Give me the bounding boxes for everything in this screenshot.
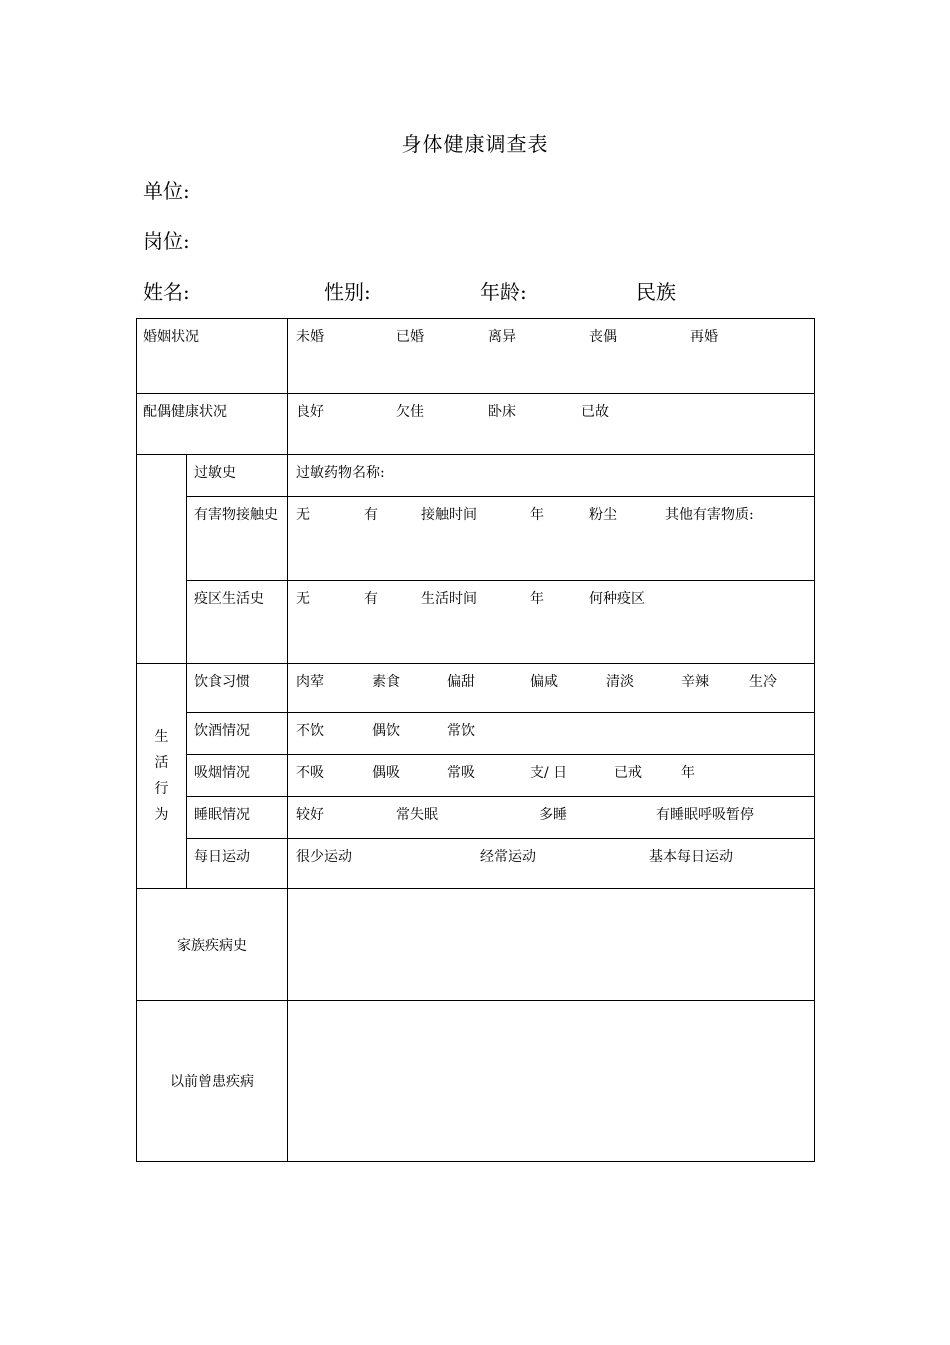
harmful-exposure-label: 有害物接触史 <box>194 507 278 523</box>
exposure-option-none[interactable]: 无 <box>296 507 310 523</box>
family-history-label: 家族疾病史 <box>137 889 288 1001</box>
allergy-drug-name-label[interactable]: 过敏药物名称: <box>296 465 385 481</box>
lifestyle-char-4: 为 <box>154 807 169 823</box>
sleep-option-insomnia[interactable]: 常失眠 <box>396 807 438 823</box>
diet-label: 饮食习惯 <box>187 664 288 713</box>
spouse-option-bedridden[interactable]: 卧床 <box>488 404 516 420</box>
drinking-row <box>137 713 815 755</box>
ethnicity-label: 民族 <box>636 280 676 304</box>
epidemic-which-area-label: 何种疫区 <box>589 591 645 607</box>
age-label: 年龄: <box>480 280 527 304</box>
allergy-label: 过敏史 <box>187 455 288 497</box>
exercise-option-rarely[interactable]: 很少运动 <box>296 849 352 865</box>
diet-option-meat[interactable]: 肉荤 <box>296 674 324 690</box>
lifestyle-char-2: 活 <box>154 755 169 771</box>
sleep-option-good[interactable]: 较好 <box>296 807 324 823</box>
epidemic-option-yes[interactable]: 有 <box>364 591 378 607</box>
exposure-year-label: 年 <box>530 507 544 523</box>
unit-label: 单位: <box>143 179 190 203</box>
exercise-option-daily[interactable]: 基本每日运动 <box>649 849 733 865</box>
family-history-field[interactable] <box>288 889 815 1001</box>
epidemic-area-options <box>288 581 815 664</box>
sleep-options <box>288 797 815 839</box>
name-label: 姓名: <box>143 280 190 304</box>
harmful-exposure-row <box>137 497 815 581</box>
spouse-health-options <box>288 394 815 455</box>
drinking-label: 饮酒情况 <box>187 713 288 755</box>
post-label: 岗位: <box>143 229 190 253</box>
diet-option-sweet[interactable]: 偏甜 <box>447 674 475 690</box>
marital-option-unmarried[interactable]: 未婚 <box>296 329 324 345</box>
smoking-row <box>137 755 815 797</box>
exercise-options <box>288 839 815 889</box>
smoking-per-day-label: 支/ 日 <box>530 765 568 781</box>
exposure-time-label: 接触时间 <box>421 507 477 523</box>
epidemic-option-none[interactable]: 无 <box>296 591 310 607</box>
diet-option-salty[interactable]: 偏咸 <box>530 674 558 690</box>
spouse-option-poor[interactable]: 欠佳 <box>396 404 424 420</box>
spouse-health-row <box>137 394 815 455</box>
drinking-options <box>288 713 815 755</box>
epidemic-time-label: 生活时间 <box>421 591 477 607</box>
diet-option-raw-cold[interactable]: 生冷 <box>749 674 777 690</box>
smoking-label: 吸烟情况 <box>187 755 288 797</box>
marital-option-widowed[interactable]: 丧偶 <box>589 329 617 345</box>
sleep-label: 睡眠情况 <box>187 797 288 839</box>
epidemic-area-label-cell <box>187 581 288 664</box>
history-group-cell <box>137 455 187 664</box>
allergy-field <box>288 455 815 497</box>
drinking-option-occasional[interactable]: 偶饮 <box>372 723 400 739</box>
smoking-option-often[interactable]: 常吸 <box>447 765 475 781</box>
epidemic-area-label: 疫区生活史 <box>194 591 264 607</box>
marital-option-divorced[interactable]: 离异 <box>488 329 516 345</box>
smoking-option-quit[interactable]: 已戒 <box>614 765 642 781</box>
diet-option-vegetarian[interactable]: 素食 <box>372 674 400 690</box>
health-survey-table <box>136 318 815 1162</box>
marital-options <box>288 319 815 394</box>
epidemic-year-label: 年 <box>530 591 544 607</box>
family-history-row <box>137 889 815 1001</box>
marital-label: 婚姻状况 <box>137 319 288 394</box>
exposure-option-dust[interactable]: 粉尘 <box>589 507 617 523</box>
drinking-option-never[interactable]: 不饮 <box>296 723 324 739</box>
diet-row <box>137 664 815 713</box>
spouse-option-deceased[interactable]: 已故 <box>581 404 609 420</box>
exposure-option-yes[interactable]: 有 <box>364 507 378 523</box>
harmful-exposure-options <box>288 497 815 581</box>
lifestyle-char-1: 生 <box>154 729 169 745</box>
sleep-option-oversleep[interactable]: 多睡 <box>539 807 567 823</box>
drinking-option-often[interactable]: 常饮 <box>447 723 475 739</box>
allergy-row <box>137 455 815 497</box>
marital-option-married[interactable]: 已婚 <box>396 329 424 345</box>
marital-row <box>137 319 815 394</box>
smoking-options <box>288 755 815 797</box>
past-illness-field[interactable] <box>288 1001 815 1162</box>
epidemic-area-row <box>137 581 815 664</box>
lifestyle-char-3: 行 <box>154 781 169 797</box>
exercise-option-often[interactable]: 经常运动 <box>480 849 536 865</box>
past-illness-label: 以前曾患疾病 <box>137 1001 288 1162</box>
diet-option-light[interactable]: 清淡 <box>606 674 634 690</box>
gender-label: 性别: <box>324 280 371 304</box>
diet-options <box>288 664 815 713</box>
smoking-option-never[interactable]: 不吸 <box>296 765 324 781</box>
spouse-health-label: 配偶健康状况 <box>137 394 288 455</box>
smoking-year-label: 年 <box>681 765 695 781</box>
past-illness-row <box>137 1001 815 1162</box>
sleep-option-apnea[interactable]: 有睡眠呼吸暂停 <box>656 807 754 823</box>
diet-option-spicy[interactable]: 辛辣 <box>681 674 709 690</box>
smoking-option-occasional[interactable]: 偶吸 <box>372 765 400 781</box>
spouse-option-good[interactable]: 良好 <box>296 404 324 420</box>
exposure-option-other[interactable]: 其他有害物质: <box>665 507 754 523</box>
marital-option-remarried[interactable]: 再婚 <box>690 329 718 345</box>
harmful-exposure-label-cell <box>187 497 288 581</box>
lifestyle-group-label <box>137 664 187 889</box>
exercise-label: 每日运动 <box>187 839 288 889</box>
sleep-row <box>137 797 815 839</box>
page-title: 身体健康调查表 <box>401 132 549 156</box>
exercise-row <box>137 839 815 889</box>
